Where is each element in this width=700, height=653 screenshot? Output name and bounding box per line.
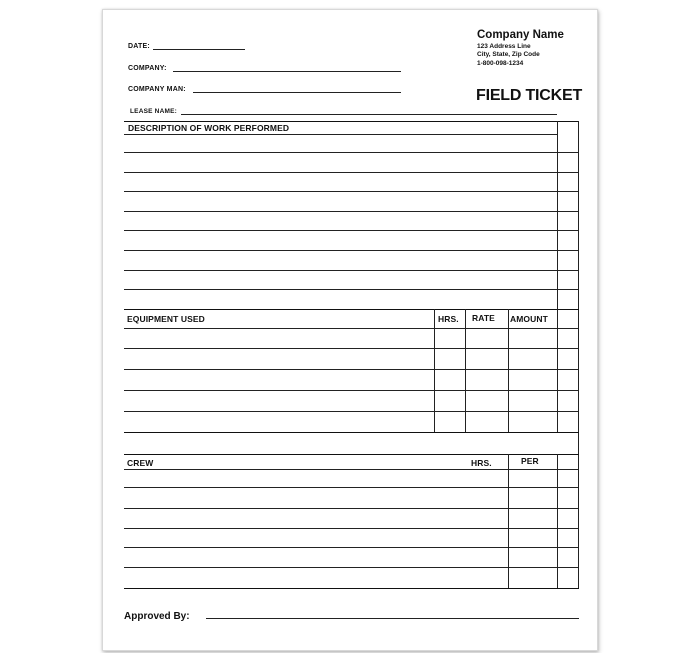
equipment-amount-header: AMOUNT: [510, 314, 548, 324]
crew-row-line[interactable]: [124, 567, 579, 568]
equipment-row-line[interactable]: [124, 369, 579, 370]
equipment-row-line[interactable]: [124, 390, 579, 391]
form-right-border: [578, 121, 579, 588]
crew-row-line[interactable]: [124, 547, 579, 548]
description-row-line[interactable]: [124, 172, 579, 173]
description-narrow-col-divider: [557, 121, 558, 309]
equipment-heading: EQUIPMENT USED: [127, 314, 205, 324]
company-phone: 1-800-098-1234: [477, 60, 524, 67]
form-title: FIELD TICKET: [476, 87, 583, 104]
crew-top-border: [124, 454, 579, 455]
description-head-divider: [124, 134, 557, 135]
crew-row-line[interactable]: [124, 487, 579, 488]
crew-row-line[interactable]: [124, 528, 579, 529]
lease-name-field[interactable]: [181, 114, 557, 115]
description-top-border: [124, 121, 579, 122]
description-row-line[interactable]: [124, 191, 579, 192]
equipment-narrow-col-divider: [557, 309, 558, 432]
equipment-rate-header: RATE: [472, 313, 495, 323]
crew-per-header: PER: [521, 456, 539, 466]
description-row-line[interactable]: [124, 250, 579, 251]
crew-hrs-col-divider: [508, 454, 509, 588]
approved-by-signature-line[interactable]: [206, 618, 579, 619]
company-city-state-zip: City, State, Zip Code: [477, 51, 540, 58]
company-name: Company Name: [477, 29, 564, 41]
equipment-row-line[interactable]: [124, 348, 579, 349]
description-row-line[interactable]: [124, 211, 579, 212]
equipment-row-line[interactable]: [124, 411, 579, 412]
crew-row-line[interactable]: [124, 508, 579, 509]
crew-heading: CREW: [127, 458, 154, 468]
equipment-hrs-header: HRS.: [438, 314, 459, 324]
description-row-line[interactable]: [124, 289, 579, 290]
description-heading: DESCRIPTION OF WORK PERFORMED: [128, 123, 290, 133]
crew-head-divider: [124, 469, 579, 470]
date-label: DATE:: [128, 43, 150, 50]
company-field[interactable]: [173, 71, 401, 72]
company-label: COMPANY:: [128, 65, 167, 72]
company-man-field[interactable]: [193, 92, 401, 93]
crew-per-col-divider: [557, 454, 558, 588]
description-row-line[interactable]: [124, 230, 579, 231]
approved-by-label: Approved By:: [124, 611, 190, 622]
equipment-hrs-col-divider: [434, 309, 435, 432]
equipment-top-border: [124, 309, 579, 310]
field-ticket-form: [102, 9, 598, 651]
equipment-amount-col-divider: [508, 309, 509, 432]
equipment-rate-col-divider: [465, 309, 466, 432]
crew-bottom-border: [124, 588, 579, 589]
equipment-bottom-border: [124, 432, 579, 433]
lease-name-label: LEASE NAME:: [130, 108, 177, 115]
company-man-label: COMPANY MAN:: [128, 86, 186, 93]
equipment-head-divider: [124, 328, 579, 329]
company-address: 123 Address Line: [477, 43, 531, 50]
date-field[interactable]: [153, 49, 245, 50]
description-row-line[interactable]: [124, 152, 579, 153]
description-row-line[interactable]: [124, 270, 579, 271]
crew-hrs-header: HRS.: [471, 458, 492, 468]
